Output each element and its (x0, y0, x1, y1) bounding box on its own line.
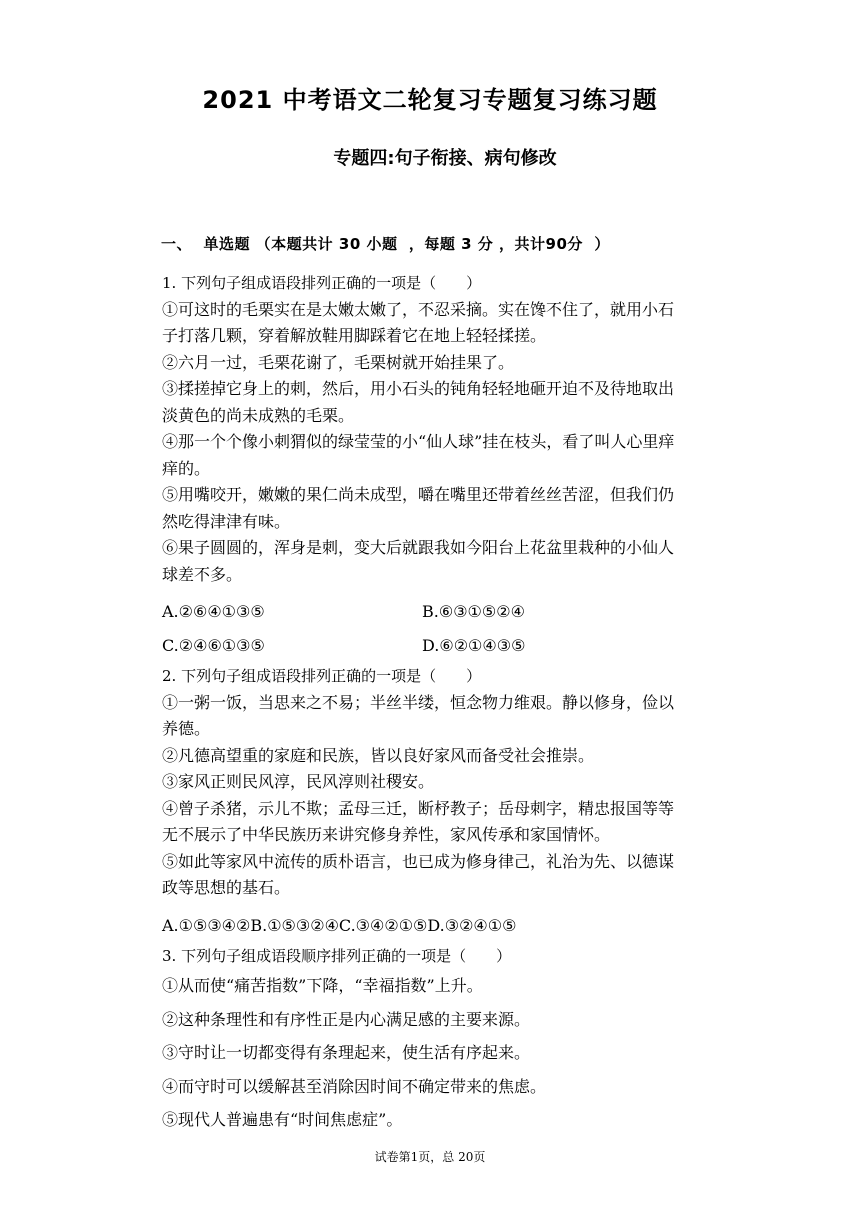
question-3-line: ①从而使“痛苦指数”下降，“幸福指数”上升。 (162, 976, 483, 995)
question-3-line: ③守时让一切都变得有条理起来，使生活有序起来。 (162, 1043, 531, 1062)
question-1-line: 痒的。 (162, 458, 211, 478)
question-2-line: ①一粥一饭，当思来之不易；半丝半缕，恒念物力维艰。静以修身，俭以 (162, 692, 675, 712)
question-2-stem: 2. 下列句子组成语段排列正确的一项是（ ） (162, 667, 482, 685)
page-footer: 试卷第1页，总 20页 (374, 1150, 486, 1164)
question-1-line: ⑤用嘴咬开，嫩嫩的果仁尚未成型，嚼在嘴里还带着丝丝苦涩，但我们仍 (162, 485, 675, 504)
question-2-line: 无不展示了中华民族历来讲究修身养性，家风传承和家国情怀。 (162, 825, 611, 844)
questions (162, 270, 722, 1137)
question-2-line: ④曾子杀猪，示儿不欺；孟母三迁，断杼教子；岳母刺字，精忠报国等等 (162, 798, 675, 818)
question-1-line: 淡黄色的尚未成熟的毛栗。 (162, 405, 355, 425)
question-1-options-row (162, 595, 722, 629)
option-d: D.⑥②①④③⑤ (422, 636, 526, 655)
option-c: C.②④⑥①③⑤ (162, 636, 265, 655)
question-1-line: 子打落几颗，穿着解放鞋用脚踩着它在地上轻轻揉搓。 (162, 326, 547, 345)
question-1-line: 然吃得津津有味。 (162, 511, 291, 531)
question-2-line: 养德。 (162, 719, 211, 738)
question-3-line: ②这种条理性和有序性正是内心满足感的主要来源。 (162, 1009, 531, 1029)
question-1-line: ⑥果子圆圆的，浑身是刺，变大后就跟我如今阳台上花盆里栽种的小仙人 (162, 538, 675, 557)
page-subtitle: 专题四:句子衔接、病句修改 (333, 148, 557, 169)
option-a: A.②⑥④①③⑤ (162, 602, 265, 621)
question-2-options: A.①⑤③④②B.①⑤③②④C.③④②①⑤D.③②④①⑤ (162, 915, 517, 935)
question-2-line: ②凡德高望重的家庭和民族，皆以良好家风而备受社会推崇。 (162, 745, 595, 765)
page-title: 2021 中考语文二轮复习专题复习练习题 (202, 86, 658, 114)
question-1-line: 球差不多。 (162, 564, 243, 584)
question-2-line: ③家风正则民风淳，民风淳则社稷安。 (162, 772, 435, 791)
question-1-line: ③揉搓掉它身上的刺，然后，用小石头的钝角轻轻地砸开迫不及待地取出 (162, 379, 675, 398)
question-1-stem: 1. 下列句子组成语段排列正确的一项是（ ） (162, 274, 482, 292)
question-1-options-row (162, 629, 722, 663)
question-3-line: ④而守时可以缓解甚至消除因时间不确定带来的焦虑。 (162, 1076, 547, 1096)
question-2-line: ⑤如此等家风中流传的质朴语言，也已成为修身律己，礼治为先、以德谋 (162, 851, 675, 871)
question-2-line: 政等思想的基石。 (162, 878, 291, 897)
question-3-stem: 3. 下列句子组成语段顺序排列正确的一项是（ ） (162, 946, 512, 965)
section-heading: 一、 单选题 （本题共计 30 小题 ，每题 3 分 ，共计90分 ） (161, 235, 610, 253)
question-1-line: ②六月一过，毛栗花谢了，毛栗树就开始挂果了。 (162, 352, 515, 372)
question-3-line: ⑤现代人普遍患有“时间焦虑症”。 (162, 1110, 403, 1129)
option-b: B.⑥③①⑤②④ (422, 602, 525, 621)
question-1-line: ①可这时的毛栗实在是太嫩太嫩了，不忍采摘。实在馋不住了，就用小石 (162, 299, 675, 319)
question-1-line: ④那一个个像小刺猬似的绿莹莹的小“仙人球”挂在枝头，看了叫人心里痒 (162, 432, 675, 451)
